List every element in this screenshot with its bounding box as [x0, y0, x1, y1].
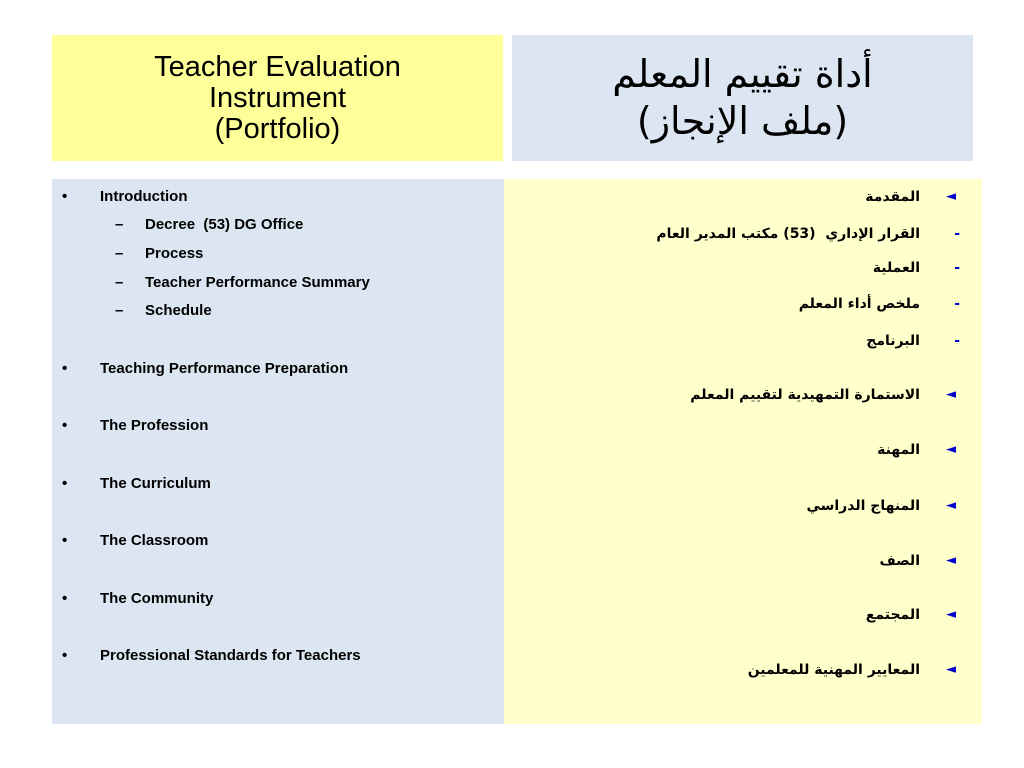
arrow-bullet-icon: ◄ [946, 607, 956, 622]
list-item-text: ملخص أداء المعلم [798, 296, 920, 312]
list-item-text: المعايير المهنية للمعلمين [747, 662, 920, 678]
bullet-marker: • [62, 590, 68, 607]
dash-marker: – [115, 216, 124, 233]
list-item-text: المنهاج الدراسي [806, 498, 920, 514]
dash-marker: – [115, 274, 124, 291]
title-arabic-line-1: أداة تقييم المعلم [612, 52, 873, 96]
dash-marker: - [954, 226, 960, 242]
list-item-text: القرار الإداري (53) مكتب المدير العام [656, 226, 920, 242]
dash-marker: - [954, 333, 960, 349]
title-english-line-1: Teacher Evaluation [154, 50, 401, 83]
dash-marker: - [954, 296, 960, 312]
list-item-text: Process [145, 245, 204, 262]
list-item-text: The Classroom [100, 532, 209, 549]
bullet-marker: • [62, 532, 68, 549]
arrow-bullet-icon: ◄ [946, 553, 956, 568]
bullet-marker: • [62, 360, 68, 377]
arrow-bullet-icon: ◄ [946, 662, 956, 677]
list-item-text: Teaching Performance Preparation [100, 360, 349, 377]
list-item-text: الصف [879, 553, 920, 569]
arrow-bullet-icon: ◄ [946, 498, 956, 513]
title-english [52, 35, 503, 161]
title-arabic-line-2: (ملف الإنجاز) [636, 99, 849, 143]
list-item-text: الاستمارة التمهيدية لتقييم المعلم [690, 387, 920, 403]
arrow-bullet-icon: ◄ [946, 189, 956, 204]
list-item-text: The Curriculum [100, 475, 211, 492]
list-item-text: Decree (53) DG Office [145, 216, 304, 233]
dash-marker: – [115, 302, 124, 319]
bullet-marker: • [62, 647, 68, 664]
list-item-text: المقدمة [865, 189, 920, 205]
list-item-text: Teacher Performance Summary [145, 274, 370, 291]
list-item-text: المجتمع [865, 607, 920, 623]
content-english [52, 179, 504, 724]
list-item-text: البرنامج [866, 333, 920, 349]
list-item-text: The Profession [100, 417, 209, 434]
bullet-marker: • [62, 475, 68, 492]
content-arabic [504, 179, 982, 724]
list-item-text: Professional Standards for Teachers [100, 647, 361, 664]
list-item-text: العملية [872, 260, 920, 276]
dash-marker: – [115, 245, 124, 262]
list-item-text: The Community [100, 590, 214, 607]
list-item-text: Schedule [145, 302, 212, 319]
title-arabic [512, 35, 973, 161]
bullet-marker: • [62, 188, 68, 205]
title-english-line-2: Instrument [209, 81, 346, 114]
arrow-bullet-icon: ◄ [946, 387, 956, 402]
title-english-line-3: (Portfolio) [214, 112, 341, 145]
arrow-bullet-icon: ◄ [946, 442, 956, 457]
list-item-text: المهنة [877, 442, 920, 458]
bullet-marker: • [62, 417, 68, 434]
list-item-text: Introduction [100, 188, 188, 205]
dash-marker: - [954, 260, 960, 276]
